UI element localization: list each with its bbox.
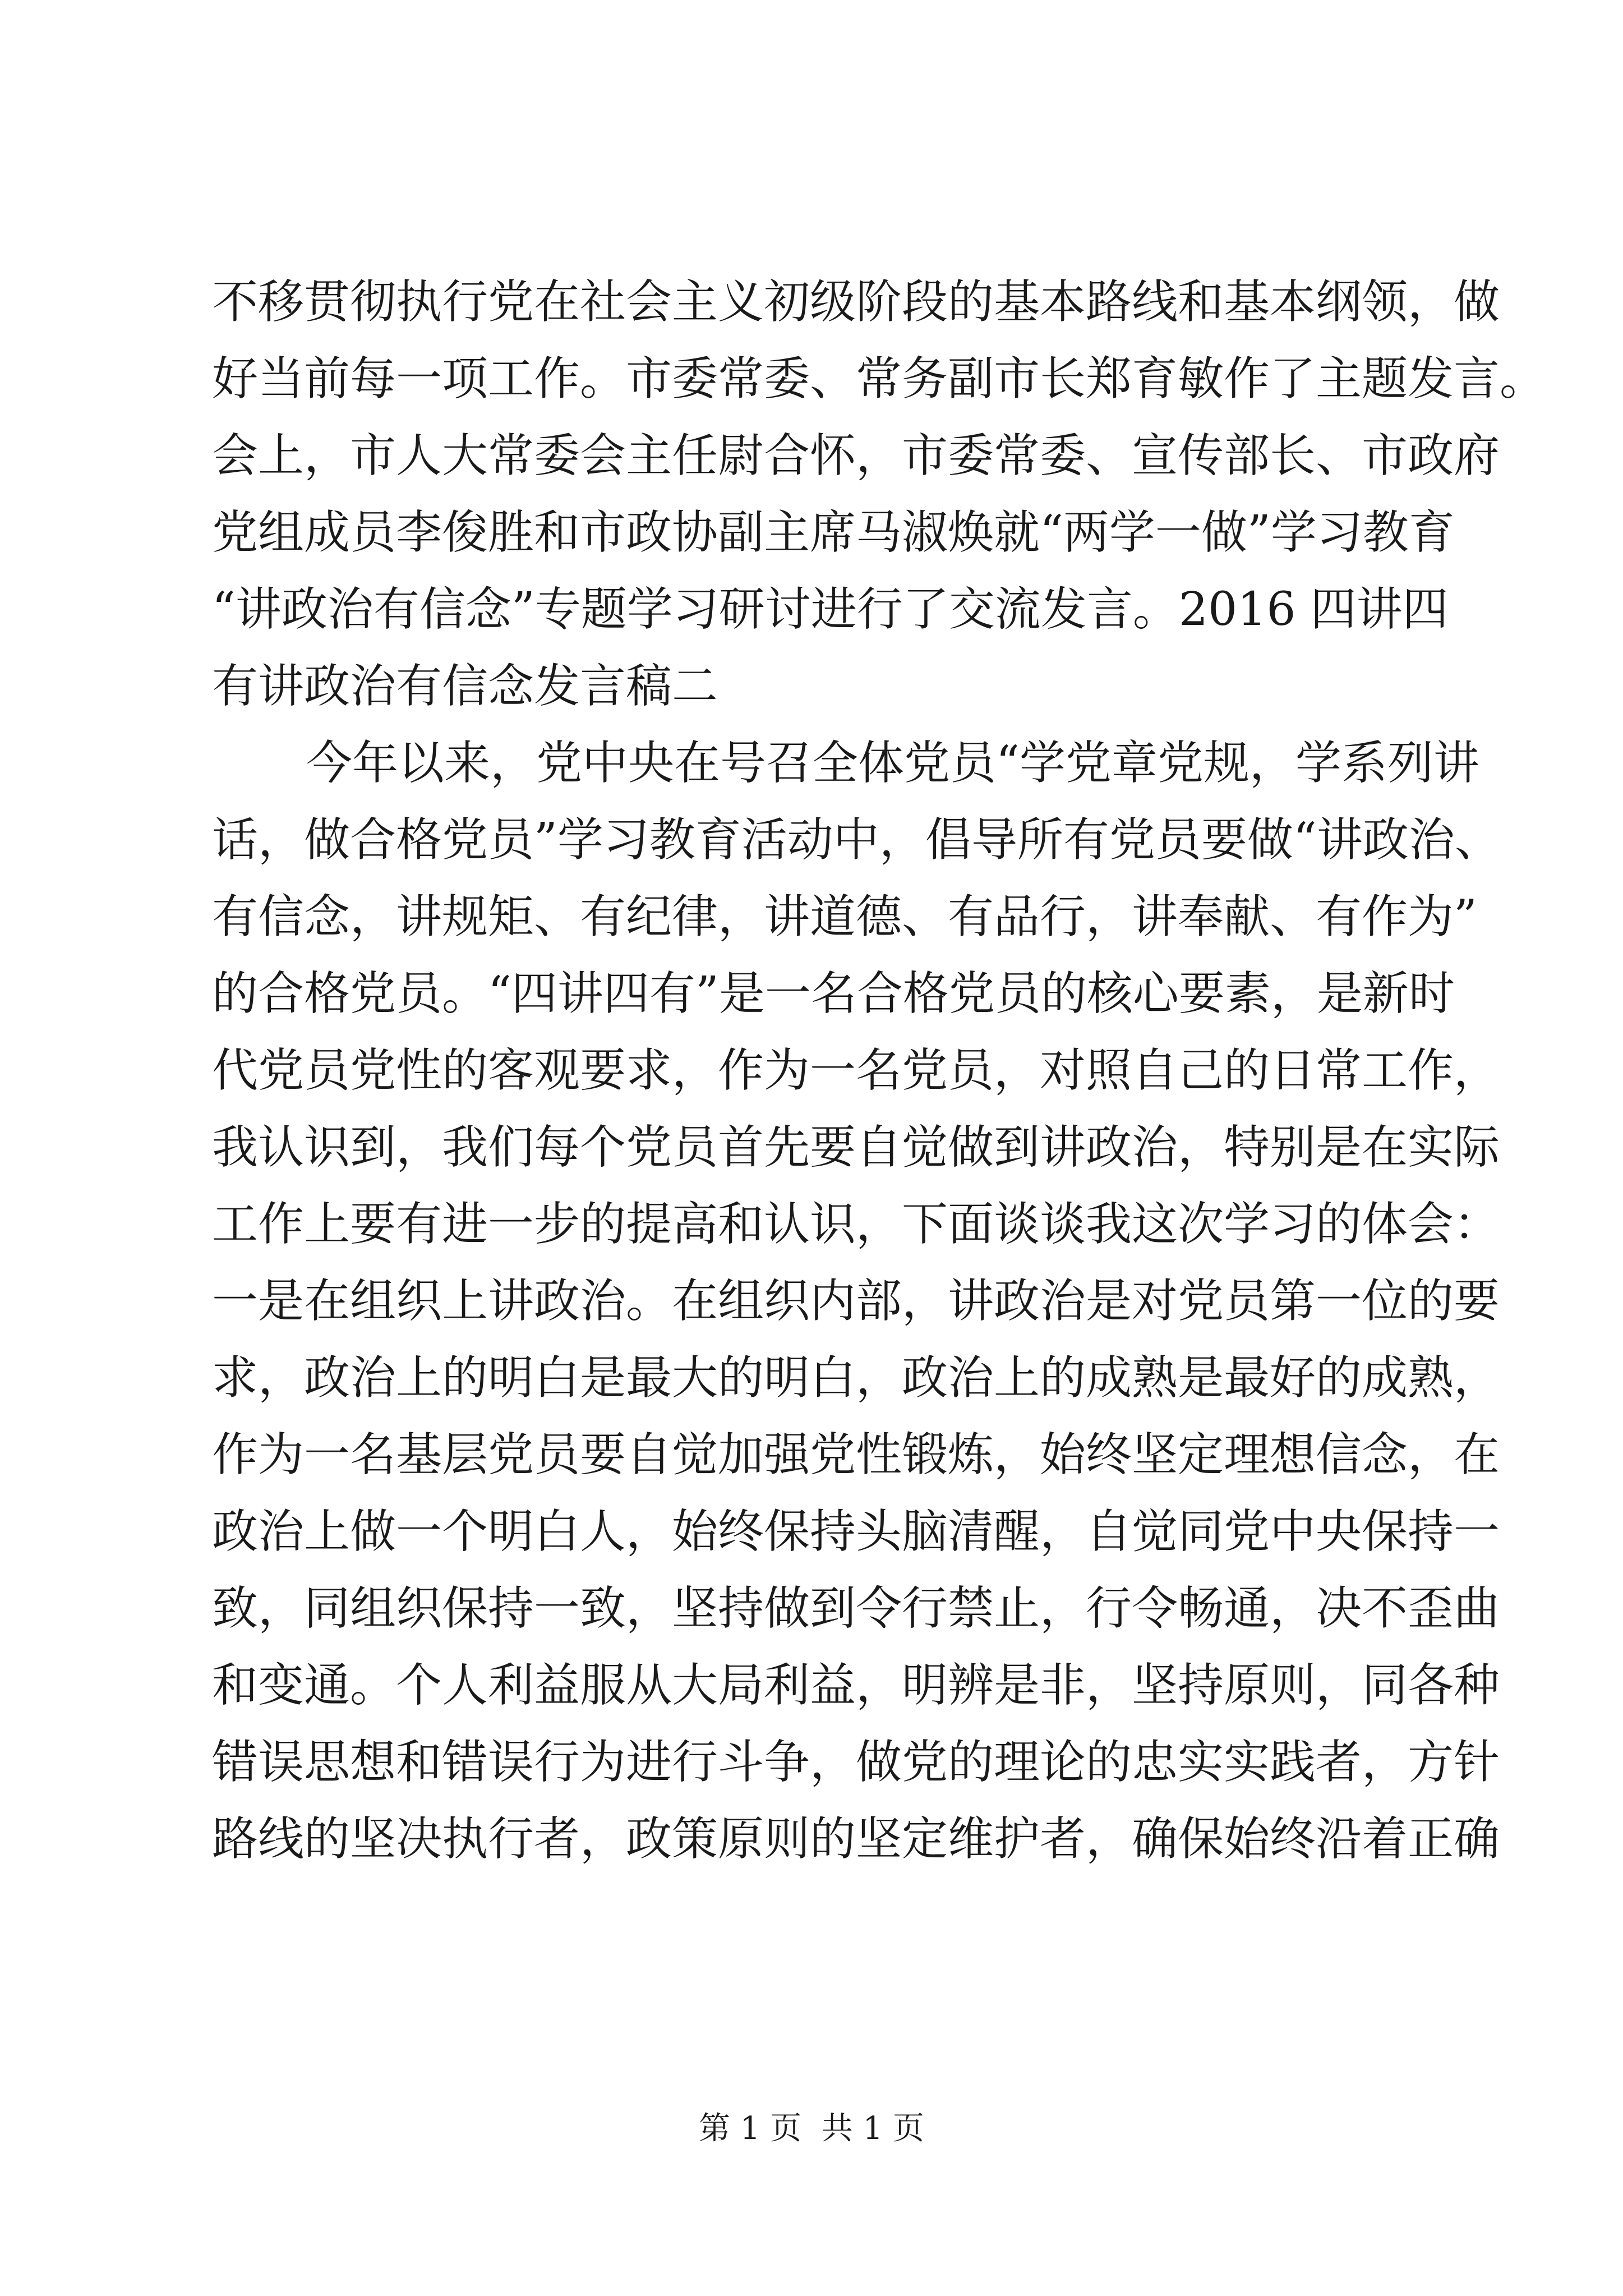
text-line: 不移贯彻执行党在社会主义初级阶段的基本路线和基本纲领，做 — [212, 275, 1500, 329]
text-line: 有信念，讲规矩、有纪律，讲道德、有品行，讲奉献、有作为” — [212, 890, 1477, 944]
text-line: “讲政治有信念”专题学习研讨进行了交流发言。2016 四讲四 — [212, 583, 1449, 636]
text-line: 路线的坚决执行者，政策原则的坚定维护者，确保始终沿着正确 — [212, 1812, 1500, 1866]
text-line: 政治上做一个明白人，始终保持头脑清醒，自觉同党中央保持一 — [212, 1505, 1500, 1558]
text-line: 一是在组织上讲政治。在组织内部，讲政治是对党员第一位的要 — [212, 1274, 1500, 1328]
text-line: 今年以来，党中央在号召全体党员“学党章党规，学系列讲 — [306, 737, 1479, 790]
page-number-label: 第 1 页 共 1 页 — [698, 2110, 925, 2147]
text-line: 党组成员李俊胜和市政协副主席马淑焕就“两学一做”学习教育 — [212, 506, 1455, 559]
text-line: 代党员党性的客观要求，作为一名党员，对照自己的日常工作， — [212, 1044, 1500, 1097]
text-line: 会上，市人大常委会主任尉合怀，市委常委、宣传部长、市政府 — [212, 429, 1500, 482]
text-line: 求，政治上的明白是最大的明白，政治上的成熟是最好的成熟， — [212, 1351, 1500, 1405]
text-line: 工作上要有进一步的提高和认识，下面谈谈我这次学习的体会： — [212, 1198, 1500, 1251]
text-line: 我认识到，我们每个党员首先要自觉做到讲政治，特别是在实际 — [212, 1121, 1500, 1174]
text-line: 好当前每一项工作。市委常委、常务副市长郑育敏作了主题发言。 — [212, 352, 1546, 406]
page-footer — [0, 2109, 1623, 2148]
text-line: 和变通。个人利益服从大局利益，明辨是非，坚持原则，同各种 — [212, 1659, 1500, 1712]
text-line: 的合格党员。“四讲四有”是一名合格党员的核心要素，是新时 — [212, 967, 1455, 1020]
text-line: 致，同组织保持一致，坚持做到令行禁止，行令畅通，决不歪曲 — [212, 1582, 1500, 1635]
text-line: 作为一名基层党员要自觉加强党性锻炼，始终坚定理想信念，在 — [212, 1428, 1500, 1481]
text-line: 有讲政治有信念发言稿二 — [212, 660, 718, 713]
text-line: 话，做合格党员”学习教育活动中，倡导所有党员要做“讲政治、 — [212, 813, 1501, 867]
body-text — [212, 264, 1546, 1878]
text-line: 错误思想和错误行为进行斗争，做党的理论的忠实实践者，方针 — [212, 1736, 1500, 1789]
